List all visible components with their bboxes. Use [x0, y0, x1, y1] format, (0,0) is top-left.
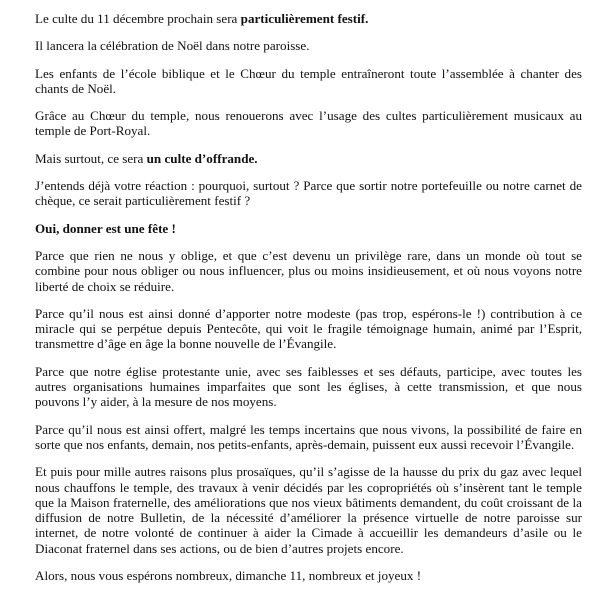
offering-emphasis: un culte d’offrande. [146, 150, 258, 166]
section-heading: Oui, donner est une fête ! [35, 220, 176, 236]
document-page [35, 11, 582, 595]
reasons-paragraph: Et puis pour mille autres raisons plus prosaïques, qu’il s’agisse de la hausse du prix du gaz avec lequel nous chauffons le temple, des travaux à venir décidés par les copropriétés où s’insèrent tant le temple que la Maison fraternelle, des améliorations que nos vieux bâtiments demandent, du coût croissant de la diffusion de notre Bulletin, de la nécessité d’améliorer la présence virtuelle de notre paroisse sur internet, de notre volonté de continuer à aider la Cimade à accueillir les demandeurs d’asile ou le Diaconat fraternel dans ses actions, ou de bien d’autres projets encore. [35, 464, 582, 556]
miracle-paragraph: Parce qu’il nous est ainsi donné d’apporter notre modeste (pas trop, espérons-le !) contribution à ce miracle qui se perpétue depuis Pentecôte, qui voit le fragile témoignage humain, animé par l’Esprit, transmettre d’âge en âge la bonne nouvelle de l’Évangile. [35, 305, 582, 352]
intro-emphasis: particulièrement festif. [240, 11, 369, 26]
church-paragraph: Parce que notre église protestante unie, avec ses faiblesses et ses défauts, participe, avec toutes les autres organisations humaines imparfaites que sont les églises, à cette transmission, et que nous pouvons l’y aider, à la mesure de nos moyens. [35, 363, 582, 410]
freedom-paragraph: Parce que rien ne nous y oblige, et que c’est devenu un privilège rare, dans un monde où tout se combine pour nous obliger ou nous influencer, plus ou moins insidieusement, et où nous voyons notre liberté de choix se réduire. [35, 247, 582, 294]
offering-paragraph [35, 151, 582, 166]
closing-paragraph: Alors, nous vous espérons nombreux, dimanche 11, nombreux et joyeux ! [35, 568, 422, 584]
reaction-paragraph: J’entends déjà votre réaction : pourquoi, surtout ? Parce que sortir notre portefeuille ou notre carnet de chèque, ce serait particulièrement festif ? [35, 178, 582, 209]
children-future-paragraph: Parce qu’il nous est ainsi offert, malgré les temps incertains que nous vivons, la possibilité de faire en sorte que nos enfants, demain, nos petits-enfants, après-demain, puissent eux aussi recevoir l’Évangile. [35, 421, 582, 452]
celebration-paragraph: Il lancera la célébration de Noël dans notre paroisse. [35, 38, 310, 54]
intro-text: Le culte du 11 décembre prochain sera [35, 11, 241, 26]
children-choir-paragraph: Les enfants de l’école biblique et le Chœur du temple entraîneront toute l’assemblée à chanter des chants de Noël. [35, 65, 582, 96]
musical-worship-paragraph: Grâce au Chœur du temple, nous renouerons avec l’usage des cultes particulièrement musicaux au temple de Port-Royal. [35, 108, 582, 139]
offering-text: Mais surtout, ce sera [35, 150, 147, 166]
intro-paragraph [35, 11, 582, 26]
